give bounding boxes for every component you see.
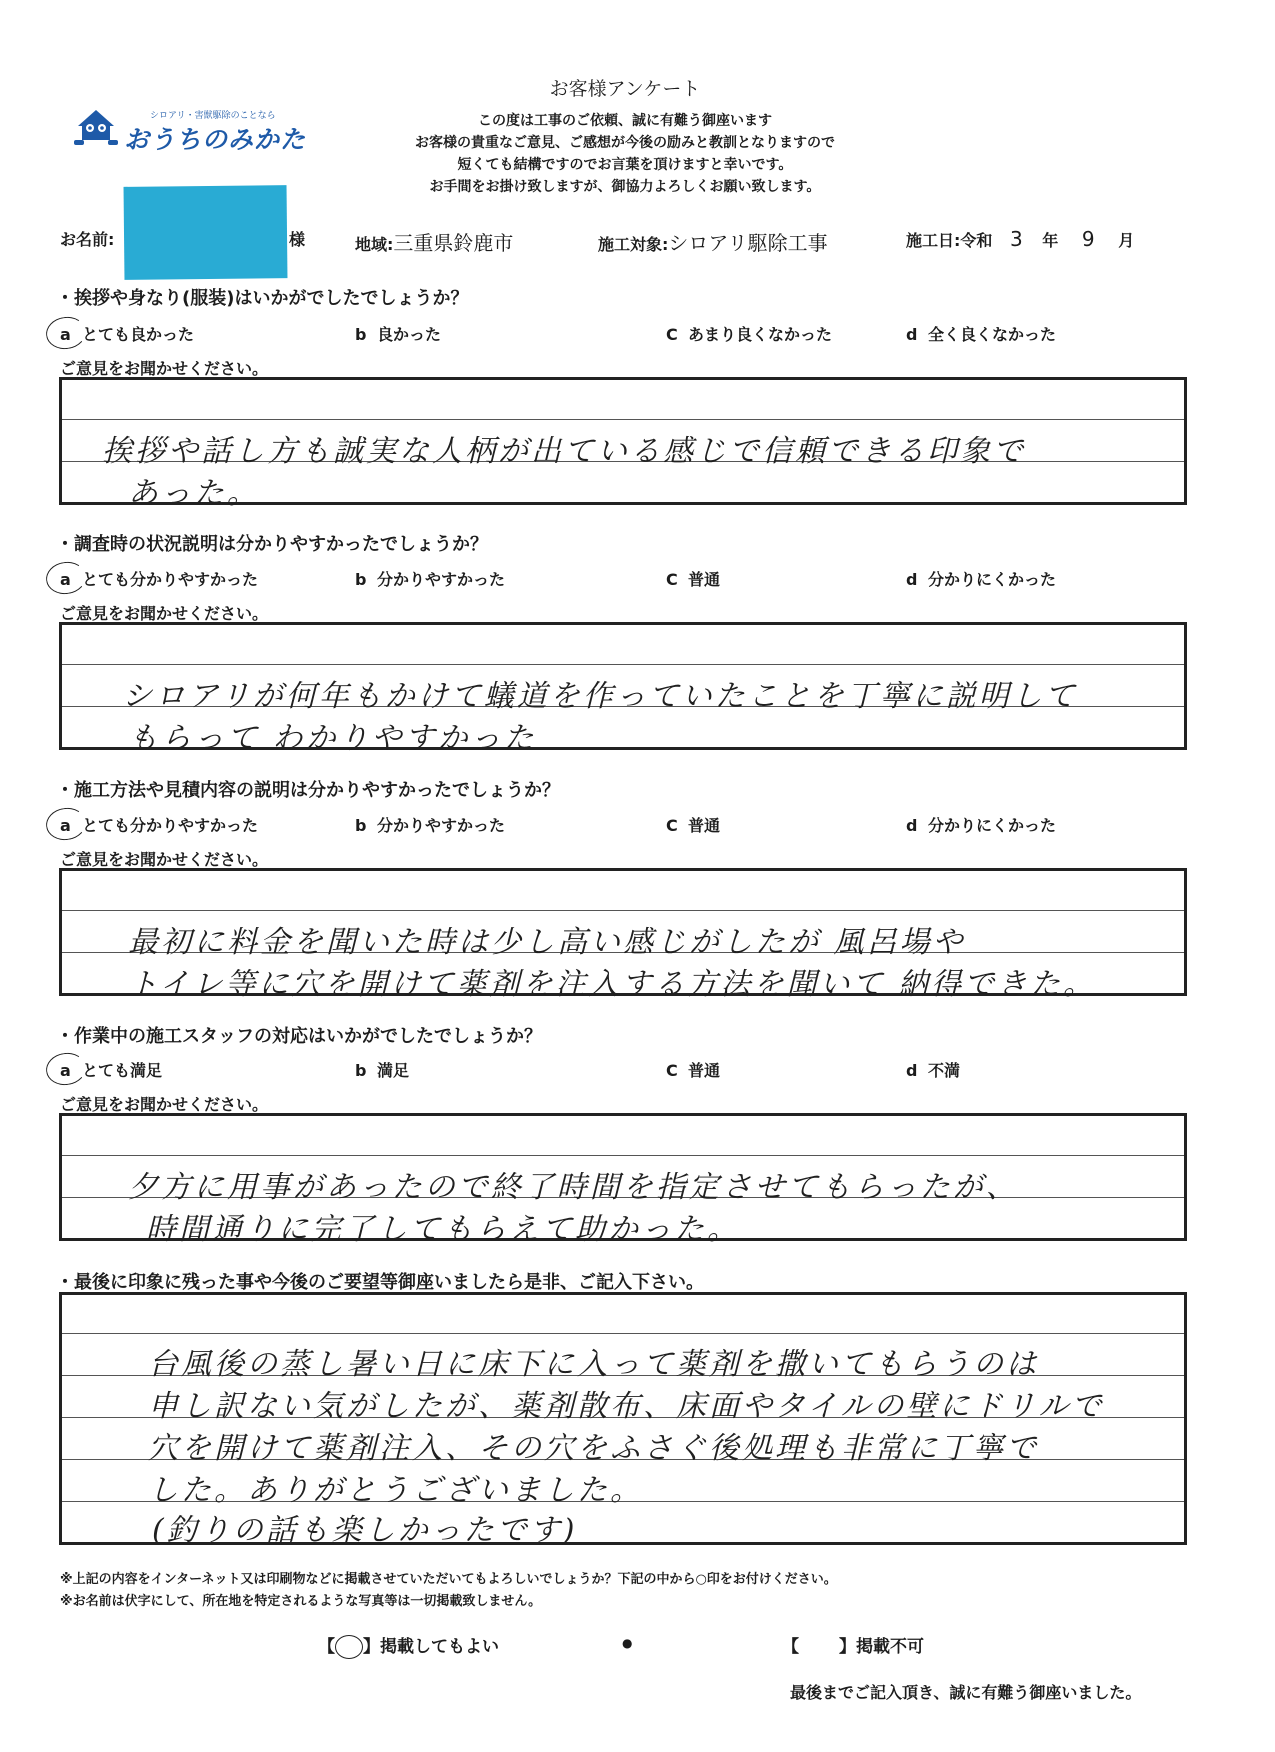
intro-line: お手間をお掛け致しますが、御協力よろしくお願い致します。 <box>429 179 821 195</box>
option-letter: C <box>666 1061 678 1080</box>
option-text: 分かりにくかった <box>928 570 1057 589</box>
option-letter: C <box>666 325 678 344</box>
option-text: 不満 <box>928 1061 961 1080</box>
consent-ng-text: 掲載不可 <box>856 1637 924 1657</box>
date-month-unit: 月 <box>1118 231 1135 250</box>
final-comment-box[interactable] <box>59 1292 1187 1548</box>
consent-ng[interactable] <box>782 1632 924 1657</box>
option-text: 分かりやすかった <box>377 570 506 589</box>
option-letter: a <box>60 325 71 344</box>
option-letter: b <box>355 1061 367 1080</box>
intro-line: 短くても結構ですのでお言葉を頂けますと幸いです。 <box>457 157 793 173</box>
option-text: 良かった <box>377 325 442 344</box>
ruled-line <box>62 1155 1184 1156</box>
bracket-close-icon: 】 <box>839 1637 856 1657</box>
comment-prompt: ご意見をお聞かせください。 <box>60 1095 269 1114</box>
comment-prompt: ご意見をお聞かせください。 <box>60 850 269 869</box>
name-label: お名前: <box>60 230 115 249</box>
option-b[interactable] <box>355 813 505 836</box>
question-final: ・最後に印象に残った事や今後のご要望等御座いましたら是非、ご記入下さい。 <box>56 1272 704 1293</box>
option-letter: C <box>666 816 678 835</box>
option-d[interactable] <box>906 322 1056 345</box>
option-text: 分かりにくかった <box>928 816 1057 835</box>
handwritten-answer-line: した。ありがとうございました。 <box>148 1473 643 1508</box>
ruled-line <box>62 1333 1184 1334</box>
handwritten-answer-line: 台風後の蒸し暑い日に床下に入って薬剤を撒いてもらうのは <box>148 1347 1039 1382</box>
option-letter: d <box>906 325 918 344</box>
option-d[interactable] <box>906 567 1056 590</box>
comment-box[interactable] <box>59 1113 1187 1247</box>
bracket-open-icon: 【 <box>318 1637 335 1657</box>
option-text: とても良かった <box>82 325 195 344</box>
handwritten-answer-line: 夕方に用事があったので終了時間を指定させてもらったが、 <box>128 1170 1019 1205</box>
handwritten-answer-line: 最初に料金を聞いた時は少し高い感じがしたが 風呂場や <box>128 925 966 960</box>
option-a[interactable] <box>60 813 258 836</box>
option-text: 分かりやすかった <box>377 816 506 835</box>
option-c[interactable] <box>666 813 720 836</box>
option-a[interactable] <box>60 567 258 590</box>
option-text: とても満足 <box>82 1061 163 1080</box>
handwritten-answer-line: 申し訳ない気がしたが、薬剤散布、床面やタイルの壁にドリルで <box>148 1389 1105 1424</box>
option-c[interactable] <box>666 322 832 345</box>
option-b[interactable] <box>355 1058 409 1081</box>
question-1: ・挨拶や身なり(服装)はいかがでしたでしょうか？ <box>56 288 469 309</box>
option-a[interactable] <box>60 322 194 345</box>
option-text: 普通 <box>688 1061 721 1080</box>
option-letter: a <box>60 816 71 835</box>
option-letter: C <box>666 570 678 589</box>
name-redaction <box>124 185 288 280</box>
closing-message: 最後までご記入頂き、誠に有難う御座いました。 <box>790 1683 1142 1702</box>
option-letter: a <box>60 570 71 589</box>
logo-name: おうちのみかた <box>124 125 307 154</box>
option-letter: a <box>60 1061 71 1080</box>
handwritten-answer-line: あった。 <box>128 476 260 511</box>
option-d[interactable] <box>906 1058 960 1081</box>
consent-ok[interactable] <box>318 1632 499 1659</box>
publication-note: ※上記の内容をインターネット又は印刷物などに掲載させていただいてもよろしいでしょうか？下記の中から○印をお付けください。 <box>60 1572 837 1587</box>
target-field <box>598 227 828 256</box>
consent-ok-text: 掲載してもよい <box>380 1637 499 1657</box>
intro-line: この度は工事のご依頼、誠に有難う御座います <box>478 113 772 129</box>
date-month: 9 <box>1081 227 1095 251</box>
logo-tagline: シロアリ・害獣駆除のことなら <box>150 111 276 121</box>
option-c[interactable] <box>666 1058 720 1081</box>
option-text: 普通 <box>688 570 721 589</box>
survey-title: お客様アンケート <box>549 78 701 100</box>
comment-box[interactable] <box>59 377 1187 511</box>
bracket-close-icon: 】 <box>363 1637 380 1657</box>
separator-dot: ● <box>622 1636 633 1650</box>
area-value: 三重県鈴鹿市 <box>393 231 514 255</box>
option-b[interactable] <box>355 322 441 345</box>
target-value: シロアリ駆除工事 <box>668 231 828 255</box>
name-suffix: 様 <box>289 230 306 249</box>
handwritten-answer-line: 穴を開けて薬剤注入、その穴をふさぐ後処理も非常に丁寧で <box>148 1431 1039 1466</box>
question-4: ・作業中の施工スタッフの対応はいかがでしたでしょうか？ <box>56 1026 542 1047</box>
option-letter: d <box>906 816 918 835</box>
option-c[interactable] <box>666 567 720 590</box>
option-letter: b <box>355 570 367 589</box>
comment-prompt: ご意見をお聞かせください。 <box>60 359 269 378</box>
handwritten-answer-line: 挨拶や話し方も誠実な人柄が出ている感じで信頼できる印象で <box>102 434 1026 469</box>
area-label: 地域: <box>355 235 394 254</box>
handwritten-answer-line: シロアリが何年もかけて蟻道を作っていたことを丁寧に説明して <box>122 679 1078 714</box>
comment-prompt: ご意見をお聞かせください。 <box>60 604 269 623</box>
ruled-line <box>62 664 1184 665</box>
option-a[interactable] <box>60 1058 162 1081</box>
comment-box[interactable] <box>59 868 1187 1002</box>
comment-box[interactable] <box>59 622 1187 756</box>
date-field <box>906 227 1134 251</box>
handwritten-answer-line: トイレ等に穴を開けて薬剤を注入する方法を聞いて 納得できた。 <box>128 967 1097 1002</box>
question-2: ・調査時の状況説明は分かりやすかったでしょうか？ <box>56 534 488 555</box>
option-text: 満足 <box>377 1061 410 1080</box>
ruled-line <box>62 419 1184 420</box>
question-3: ・施工方法や見積内容の説明は分かりやすかったでしょうか？ <box>56 780 560 801</box>
option-text: 全く良くなかった <box>928 325 1057 344</box>
target-label: 施工対象: <box>598 235 669 254</box>
option-letter: d <box>906 570 918 589</box>
consent-circle-mark <box>335 1635 363 1659</box>
option-d[interactable] <box>906 813 1056 836</box>
intro-line: お客様の貴重なご意見、ご感想が今後の励みと教訓となりますので <box>415 135 835 151</box>
date-year-unit: 年 <box>1042 231 1059 250</box>
date-label: 施工日:令和 <box>906 231 993 250</box>
area-field <box>355 227 513 256</box>
option-text: あまり良くなかった <box>688 325 833 344</box>
handwritten-answer-line: (釣りの話も楽しかったです) <box>152 1513 578 1548</box>
option-text: とても分かりやすかった <box>82 570 259 589</box>
date-year: 3 <box>1009 227 1023 251</box>
option-text: 普通 <box>688 816 721 835</box>
handwritten-answer-line: 時間通りに完了してもらえて助かった。 <box>146 1212 740 1247</box>
bracket-open-icon: 【 <box>782 1637 799 1657</box>
option-letter: b <box>355 325 367 344</box>
privacy-note: ※お名前は伏字にして、所在地を特定されるような写真等は一切掲載致しません。 <box>60 1594 542 1609</box>
option-text: とても分かりやすかった <box>82 816 259 835</box>
option-b[interactable] <box>355 567 505 590</box>
option-letter: b <box>355 816 367 835</box>
option-letter: d <box>906 1061 918 1080</box>
handwritten-answer-line: もらって わかりやすかった <box>128 721 537 756</box>
ruled-line <box>62 910 1184 911</box>
